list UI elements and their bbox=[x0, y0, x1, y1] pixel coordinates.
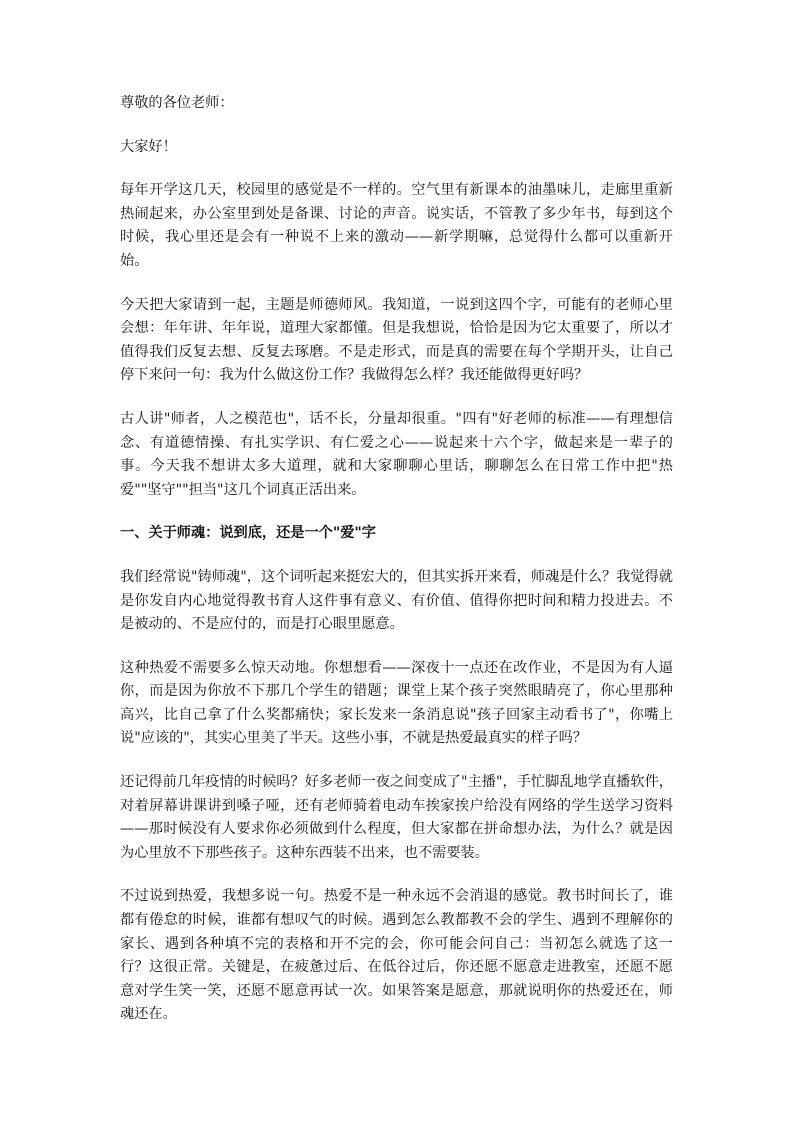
intro-paragraph-1: 每年开学这几天，校园里的感觉是不一样的。空气里有新课本的油墨味儿，走廊里重新热闹起来，办公室里到处是备课、讨论的声音。说实话，不管教了多少年书，每到这个时候，我心里还是会有一种说不上来的激动——新学期嘛，总觉得什么都可以重新开始。 bbox=[120, 182, 673, 269]
section1-paragraph-3: 还记得前几年疫情的时候吗？好多老师一夜之间变成了"主播"，手忙脚乱地学直播软件，对着屏幕讲课讲到嗓子哑，还有老师骑着电动车挨家挨户给没有网络的学生送学习资料——那时候没有人要求你必须做到什么程度，但大家都在拼命想办法，为什么？就是因为心里放不下那些孩子。这种东西装不出来，也不需要装。 bbox=[120, 774, 673, 861]
section1-paragraph-4: 不过说到热爱，我想多说一句。热爱不是一种永远不会消退的感觉。教书时间长了，谁都有倦怠的时候，谁都有想叹气的时候。遇到怎么教都教不会的学生、遇到不理解你的家长、遇到各种填不完的表格和开不完的会，你可能会问自己：当初怎么就选了这一行？这很正常。关键是，在疲惫过后、在低谷过后，你还愿不愿意走进教室，还愿不愿意对学生笑一笑，还愿不愿意再试一次。如果答案是愿意，那就说明你的热爱还在，师魂还在。 bbox=[120, 888, 673, 1023]
intro-paragraph-3: 古人讲"师者，人之模范也"，话不长，分量却很重。"四有"好老师的标准——有理想信念、有道德情操、有扎实学识、有仁爱之心——说起来十六个字，做起来是一辈子的事。今天我不想讲太多大道理，就和大家聊聊心里话，聊聊怎么在日常工作中把"热爱""坚守""担当"这几个词真正活出来。 bbox=[120, 410, 673, 498]
intro-paragraph-2: 今天把大家请到一起，主题是师德师风。我知道，一说到这四个字，可能有的老师心里会想：年年讲、年年说，道理大家都懂。但是我想说，恰恰是因为它太重要了，所以才值得我们反复去想、反复去琢磨。不是走形式，而是真的需要在每个学期开头，让自己停下来问一句：我为什么做这份工作？我做得怎么样？我还能做得更好吗？ bbox=[120, 296, 673, 384]
section1-paragraph-2: 这种热爱不需要多么惊天动地。你想想看——深夜十一点还在改作业，不是因为有人逼你，而是因为你放不下那几个学生的错题；课堂上某个孩子突然眼睛亮了，你心里那种高兴，比自己拿了什么奖都痛快；家长发来一条消息说"孩子回家主动看书了"，你嘴上说"应该的"，其实心里美了半天。这些小事，不就是热爱最真实的样子吗？ bbox=[120, 659, 673, 747]
salutation: 大家好！ bbox=[120, 138, 177, 155]
section1-paragraph-1: 我们经常说"铸师魂"，这个词听起来挺宏大的，但其实拆开来看，师魂是什么？我觉得就是你发自内心地觉得教书育人这件事有意义、有价值、值得你把时间和精力投进去。不是被动的、不是应付的，而是打心眼里愿意。 bbox=[120, 568, 673, 633]
document-body bbox=[120, 92, 673, 1047]
greeting: 尊敬的各位老师： bbox=[120, 95, 234, 111]
section-heading-1: 一、关于师魂：说到底，还是一个"爱"字 bbox=[120, 525, 376, 542]
